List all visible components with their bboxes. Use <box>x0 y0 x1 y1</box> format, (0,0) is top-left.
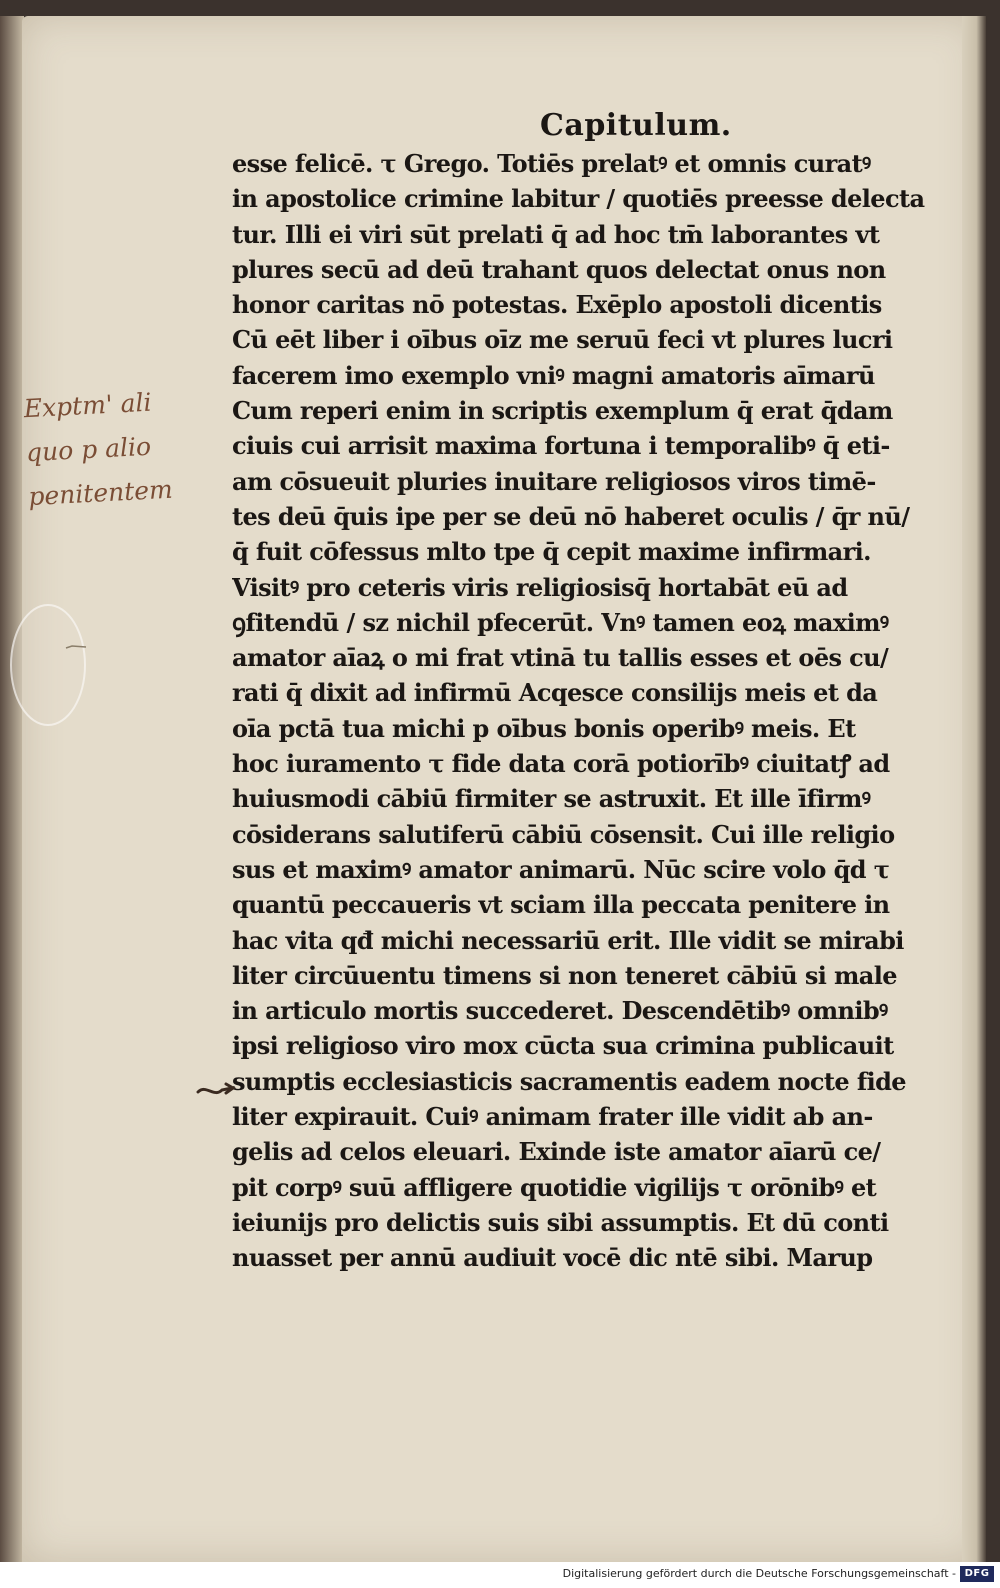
text-line: am cōsueuit pluries inuitare religiosos viros timē- <box>232 466 876 496</box>
marginal-note-line: quo p alio <box>25 431 152 468</box>
dfg-logo: DFG <box>960 1566 994 1582</box>
text-line: hac vita qđ michi necessariū erit. Ille vidit se mirabi <box>232 925 904 955</box>
text-line: ꝯfitendū / sz nichil pfecerūt. Vnꝰ tamen eoꝝ maximꝰ <box>232 607 889 637</box>
text-line: ciuis cui arrisit maxima fortuna i temporalibꝰ q̄ eti- <box>232 431 890 461</box>
text-line: Cū eēt liber i oībus oīz me seruū feci vt plures lucri <box>232 325 893 355</box>
text-line: tur. Illi ei viri sūt prelati q̄ ad hoc tm̄ laborantes vt <box>232 219 880 249</box>
text-line: ipsi religioso viro mox cūcta sua crimina publicauit <box>232 1031 894 1061</box>
text-line: rati q̄ dixit ad infirmū Acqesce consilijs meis et da <box>232 678 878 708</box>
text-line: huiusmodi cābiū firmiter se astruxit. Et ille īfirmꝰ <box>232 784 871 814</box>
text-line: plures secū ad deū trahant quos delectat onus non <box>232 254 886 284</box>
marginal-note-line: Exptm' ali <box>23 387 153 424</box>
text-line: pit corpꝰ suū affligere quotidie vigilijs τ orōnibꝰ et <box>232 1172 877 1202</box>
text-line: Visitꝰ pro ceteris viris religiosisq̄ hortabāt eū ad <box>232 572 848 602</box>
marginal-pointer-icon <box>196 1080 236 1104</box>
binding-clasp-mark <box>10 604 86 726</box>
text-line: facerem imo exemplo vniꝰ magni amatoris aīmarū <box>232 360 875 390</box>
text-line: cōsiderans salutiferū cābiū cōsensit. Cui ille religio <box>232 819 895 849</box>
pencil-tick-mark <box>64 640 88 654</box>
text-line: sumptis ecclesiasticis sacramentis eadem nocte fide <box>232 1066 906 1096</box>
text-line: gelis ad celos eleuari. Exinde iste amator aīarū ce/ <box>232 1137 881 1167</box>
text-line: in apostolice crimine labitur / quotiēs preesse delecta <box>232 184 925 214</box>
page-gutter-left <box>0 16 24 1562</box>
digitization-credit: Digitalisierung gefördert durch die Deutsche Forschungsgemeinschaft - <box>562 1567 956 1580</box>
text-line: esse felicē. τ Grego. Totiēs prelatꝰ et omnis curatꝰ <box>232 149 871 178</box>
text-line: q̄ fuit cōfessus mlto tpe q̄ cepit maxime infirmari. <box>232 537 871 567</box>
text-line: tes deū q̄uis ipe per se deū nō haberet oculis / q̄r nū/ <box>232 501 910 531</box>
text-line: oīa pctā tua michi p oībus bonis operibꝰ meis. Et <box>232 713 856 743</box>
text-line: Cum reperi enim in scriptis exemplum q̄ erat q̄dam <box>232 396 893 426</box>
text-line: liter expirauit. Cuiꝰ animam frater ille vidit ab an- <box>232 1102 873 1132</box>
running-header: Capitulum. <box>540 108 732 143</box>
text-line: quantū peccaueris vt sciam illa peccata penitere in <box>232 890 890 920</box>
text-line: honor caritas nō potestas. Exēplo apostoli dicentis <box>232 290 882 320</box>
text-line: liter circūuentu timens si non teneret cābiū si male <box>232 960 897 990</box>
marginal-note-line: penitentem <box>27 474 174 512</box>
text-line: in articulo mortis succederet. Descendētibꝰ omnibꝰ <box>232 996 888 1026</box>
page-edge-right <box>962 16 986 1562</box>
text-line: hoc iuramento τ fide data corā potiorībꝰ ciuitatꝭ ad <box>232 749 890 779</box>
text-line: ieiunijs pro delictis suis sibi assumptis. Et dū conti <box>232 1207 889 1237</box>
main-text-block <box>232 146 962 1276</box>
text-line: sus et maximꝰ amator animarū. Nūc scire volo q̄d τ <box>232 854 890 884</box>
text-line: nuasset per annū audiuit vocē dic ntē sibi. Marup <box>232 1243 873 1273</box>
text-line: amator aīaꝝ o mi frat vtinā tu tallis esses et oēs cu/ <box>232 643 889 673</box>
handwritten-marginal-note <box>23 377 230 519</box>
